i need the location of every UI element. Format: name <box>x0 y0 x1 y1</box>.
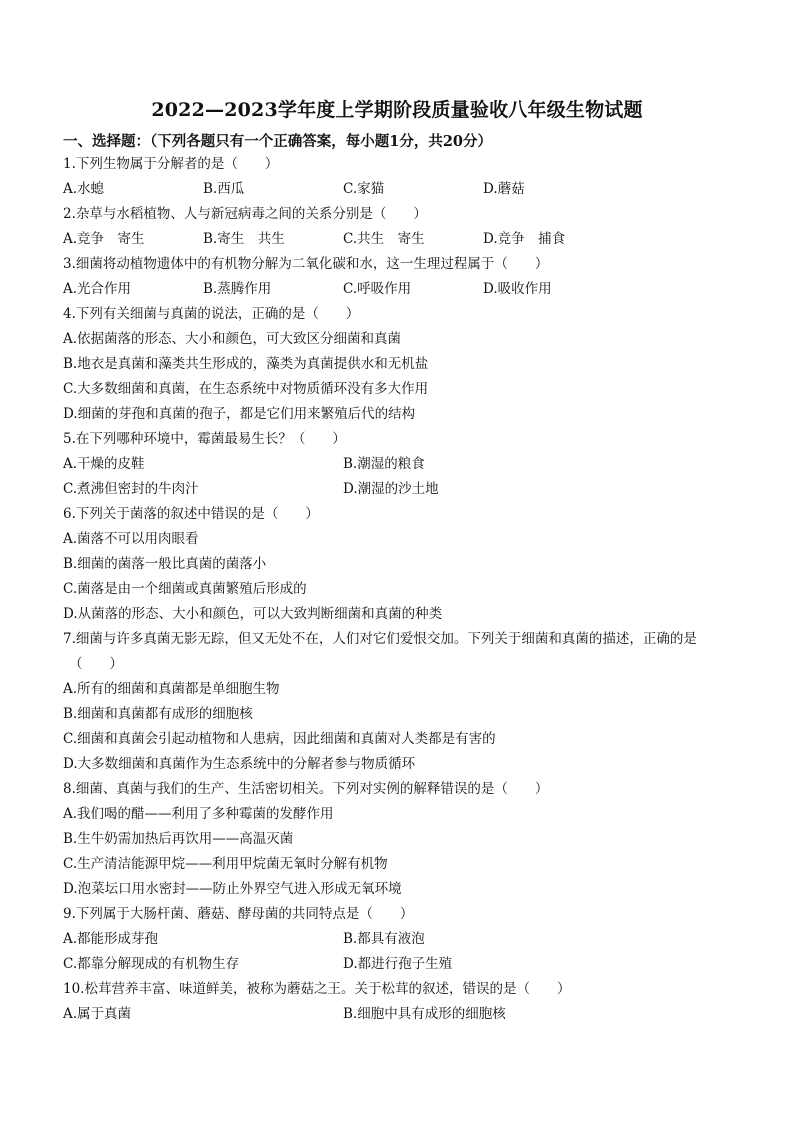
answer-option: B.生牛奶需加热后再饮用——高温灭菌 <box>63 831 294 847</box>
exam-title: 2022—2023学年度上学期阶段质量验收八年级生物试题 <box>151 99 643 121</box>
answer-option: C.菌落是由一个细菌或真菌繁殖后形成的 <box>63 581 307 597</box>
question-stem: 8.细菌、真菌与我们的生产、生活密切相关。下列对实例的解释错误的是（ ） <box>63 781 549 797</box>
answer-option: A.所有的细菌和真菌都是单细胞生物 <box>63 681 280 697</box>
answer-option: A.光合作用 <box>63 281 132 297</box>
answer-option: A.菌落不可以用肉眼看 <box>63 531 199 547</box>
answer-option: D.细菌的芽孢和真菌的孢子，都是它们用来繁殖后代的结构 <box>63 406 416 422</box>
option-row <box>63 227 733 252</box>
answer-option: C.都靠分解现成的有机物生存 <box>63 956 240 972</box>
answer-option: B.蒸腾作用 <box>203 281 272 297</box>
answer-option: C.细菌和真菌会引起动植物和人患病，因此细菌和真菌对人类都是有害的 <box>63 731 496 747</box>
question-stem: 9.下列属于大肠杆菌、蘑菇、酵母菌的共同特点是（ ） <box>63 906 414 922</box>
option-row <box>63 1002 733 1027</box>
answer-option: A.属于真菌 <box>63 1006 132 1022</box>
question-stem: 4.下列有关细菌与真菌的说法，正确的是（ ） <box>63 306 360 322</box>
option-row <box>63 277 733 302</box>
answer-option: D.竞争 捕食 <box>483 231 566 247</box>
answer-option: D.潮湿的沙土地 <box>343 481 439 497</box>
option-row <box>63 177 733 202</box>
answer-option: B.细菌和真菌都有成形的细胞核 <box>63 706 253 722</box>
question-stem: 7.细菌与许多真菌无影无踪，但又无处不在，人们对它们爱恨交加。下列关于细菌和真菌的描述，正确的是 <box>63 631 697 647</box>
answer-option: D.从菌落的形态、大小和颜色，可以大致判断细菌和真菌的种类 <box>63 606 443 622</box>
answer-option: C.家猫 <box>343 181 385 197</box>
answer-option: C.煮沸但密封的牛肉汁 <box>63 481 199 497</box>
answer-option: A.干燥的皮鞋 <box>63 456 145 472</box>
answer-option: B.西瓜 <box>203 181 245 197</box>
answer-option: A.都能形成芽孢 <box>63 931 159 947</box>
answer-option: D.大多数细菌和真菌作为生态系统中的分解者参与物质循环 <box>63 756 416 772</box>
answer-option: B.细胞中具有成形的细胞核 <box>343 1006 506 1022</box>
answer-option: B.都具有液泡 <box>343 931 425 947</box>
question-stem: 6.下列关于菌落的叙述中错误的是（ ） <box>63 506 319 522</box>
question-list <box>63 152 733 1027</box>
question-stem: 5.在下列哪种环境中，霉菌最易生长？（ ） <box>63 431 346 447</box>
answer-option: B.地衣是真菌和藻类共生形成的，藻类为真菌提供水和无机盐 <box>63 356 429 372</box>
answer-option: D.泡菜坛口用水密封——防止外界空气进入形成无氧环境 <box>63 881 402 897</box>
answer-option: A.依据菌落的形态、大小和颜色，可大致区分细菌和真菌 <box>63 331 402 347</box>
answer-option: A.竞争 寄生 <box>63 231 145 247</box>
answer-option: C.呼吸作用 <box>343 281 412 297</box>
question-stem: 2.杂草与水稻植物、人与新冠病毒之间的关系分别是（ ） <box>63 206 427 222</box>
answer-option: C.大多数细菌和真菌，在生态系统中对物质循环没有多大作用 <box>63 381 429 397</box>
answer-option: C.生产清洁能源甲烷——利用甲烷菌无氧时分解有机物 <box>63 856 388 872</box>
answer-option: D.蘑菇 <box>483 181 525 197</box>
answer-option: D.都进行孢子生殖 <box>343 956 453 972</box>
answer-option: B.寄生 共生 <box>203 231 285 247</box>
answer-option: B.细菌的菌落一般比真菌的菌落小 <box>63 556 267 572</box>
answer-option: C.共生 寄生 <box>343 231 425 247</box>
answer-option: B.潮湿的粮食 <box>343 456 425 472</box>
answer-option: A.水螅 <box>63 181 105 197</box>
option-row <box>63 927 733 952</box>
option-row <box>63 952 733 977</box>
answer-option: D.吸收作用 <box>483 281 552 297</box>
question-stem: 1.下列生物属于分解者的是（ ） <box>63 156 279 172</box>
question-stem: 10.松茸营养丰富、味道鲜美，被称为蘑菇之王。关于松茸的叙述，错误的是（ ） <box>63 981 571 997</box>
option-row <box>63 477 733 502</box>
option-row <box>63 452 733 477</box>
section-heading: 一、选择题：（下列各题只有一个正确答案，每小题1分，共20分） <box>63 133 493 150</box>
question-stem: 3.细菌将动植物遗体中的有机物分解为二氧化碳和水，这一生理过程属于（ ） <box>63 256 549 272</box>
question-stem-continued: （ ） <box>69 656 123 672</box>
answer-option: A.我们喝的醋——利用了多种霉菌的发酵作用 <box>63 806 334 822</box>
